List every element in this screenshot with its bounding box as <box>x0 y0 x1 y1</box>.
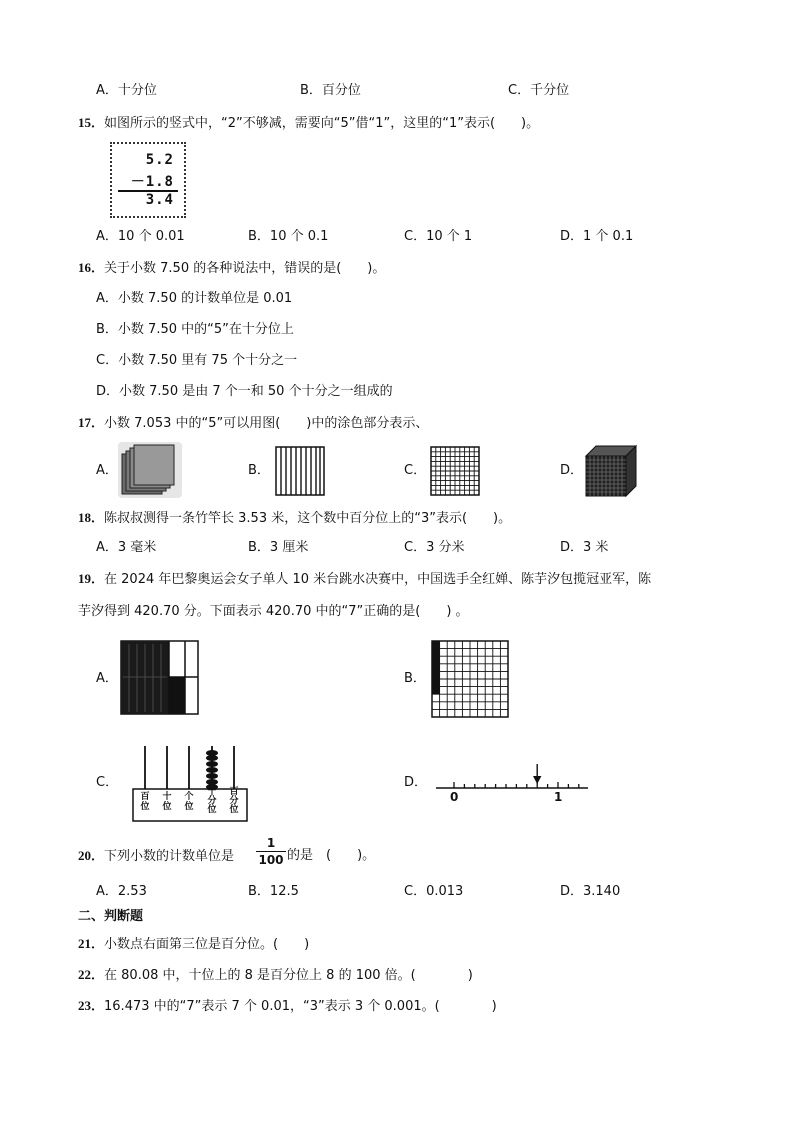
difference: 3.4 <box>145 192 174 208</box>
question-text: 在 80.08 中，十位上的 8 是百分位上 8 的 100 倍。( ) <box>104 968 473 983</box>
q18-option-c[interactable]: C．3 分米 <box>404 540 465 555</box>
section-title-judgment: 二、判断题 <box>78 909 144 924</box>
q19-option-b[interactable]: B． <box>404 671 426 686</box>
q16-option-a[interactable]: A．小数 7.50 的计数单位是 0.01 <box>96 291 293 306</box>
q20-option-b[interactable]: B．12.5 <box>248 884 299 899</box>
q20-option-c[interactable]: C．0.013 <box>404 884 464 899</box>
q16-option-d[interactable]: D．小数 7.50 是由 7 个一和 50 个十分之一组成的 <box>96 384 393 399</box>
q15-option-a[interactable]: A．10 个 0.01 <box>96 229 185 244</box>
question-number: 15． <box>78 115 105 130</box>
abacus-label-ones: 个位 <box>184 792 194 812</box>
q15-option-b[interactable]: B．10 个 0.1 <box>248 229 329 244</box>
q14-option-c[interactable]: C．千分位 <box>508 83 570 98</box>
abacus-label-hundredths: 百分位 <box>229 787 239 815</box>
abacus-label-hundreds: 百位 <box>140 792 150 812</box>
question-number: 22． <box>78 967 105 982</box>
question-18 <box>78 509 511 528</box>
q15-option-d[interactable]: D．1 个 0.1 <box>560 229 634 244</box>
question-20-text-after: 的是 ( )。 <box>287 848 376 863</box>
question-text: 陈叔叔测得一条竹竿长 3.53 米，这个数中百分位上的“3”表示( )。 <box>104 511 512 526</box>
question-text-before: 下列小数的计数单位是 <box>104 849 235 864</box>
question-22 <box>78 966 473 985</box>
q16-option-c[interactable]: C．小数 7.50 里有 75 个十分之一 <box>96 353 298 368</box>
question-text: 小数点右面第三位是百分位。( ) <box>104 937 310 952</box>
abacus-label-tens: 十位 <box>162 792 172 812</box>
q19-option-a[interactable]: A． <box>96 671 118 686</box>
fraction-numerator: 1 <box>266 836 276 850</box>
q17-option-b[interactable]: B． <box>248 463 270 478</box>
question-number: 20． <box>78 848 105 863</box>
q20-option-a[interactable]: A．2.53 <box>96 884 147 899</box>
question-number: 16． <box>78 260 105 275</box>
q19-shaded-rectangle-figure <box>120 640 200 716</box>
question-19 <box>78 570 651 589</box>
q18-option-d[interactable]: D．3 米 <box>560 540 609 555</box>
question-16 <box>78 259 385 278</box>
question-text: 16.473 中的“7”表示 7 个 0.01，“3”表示 3 个 0.001。( ) <box>104 999 497 1014</box>
minuend: 5.2 <box>145 152 174 168</box>
number-line-label-0: 0 <box>450 790 459 804</box>
abacus-label-tenths: 十分位 <box>207 787 217 815</box>
number-line-label-1: 1 <box>554 790 563 804</box>
q19-option-c[interactable]: C． <box>96 775 119 790</box>
question-21 <box>78 935 309 954</box>
q17-option-a[interactable]: A． <box>96 463 118 478</box>
question-text-line1: 在 2024 年巴黎奥运会女子单人 10 米台跳水决赛中，中国选手全红婵、陈芋汐包揽冠亚军，陈 <box>104 572 652 587</box>
q18-option-a[interactable]: A．3 毫米 <box>96 540 157 555</box>
q15-option-c[interactable]: C．10 个 1 <box>404 229 473 244</box>
q14-option-a[interactable]: A．十分位 <box>96 83 157 98</box>
question-text: 关于小数 7.50 的各种说法中，错误的是( )。 <box>104 261 386 276</box>
subtrahend: －1.8 <box>130 174 174 190</box>
question-text: 如图所示的竖式中，“2”不够减，需要向“5”借“1”，这里的“1”表示( )。 <box>104 116 540 131</box>
q15-vertical-subtraction-figure <box>110 142 186 218</box>
question-number: 17． <box>78 415 105 430</box>
question-number: 18． <box>78 510 105 525</box>
q17-shaded-cube-figure <box>584 444 638 498</box>
question-number: 21． <box>78 936 105 951</box>
q20-option-d[interactable]: D．3.140 <box>560 884 621 899</box>
q17-striped-square-figure <box>275 446 325 496</box>
q19-option-d[interactable]: D． <box>404 775 428 790</box>
q14-option-b[interactable]: B．百分位 <box>300 83 361 98</box>
fraction-1-over-100 <box>256 836 286 867</box>
question-number: 23． <box>78 998 105 1013</box>
question-number: 19． <box>78 571 105 586</box>
question-15 <box>78 114 539 133</box>
q17-option-d[interactable]: D． <box>560 463 584 478</box>
q17-hundred-grid-figure <box>430 446 480 496</box>
q17-option-c[interactable]: C． <box>404 463 427 478</box>
question-20 <box>78 847 234 866</box>
q16-option-b[interactable]: B．小数 7.50 中的“5”在十分位上 <box>96 322 294 337</box>
question-text: 小数 7.053 中的“5”可以用图( )中的涂色部分表示、 <box>104 416 429 431</box>
q19-hundred-grid-figure <box>431 640 509 718</box>
question-17 <box>78 414 428 433</box>
q19-number-line-figure <box>436 762 590 806</box>
q17-cube-stack-figure <box>118 442 182 498</box>
question-23 <box>78 997 497 1016</box>
question-19-line2: 芋汐得到 420.70 分。下面表示 420.70 中的“7”正确的是( ) 。 <box>78 604 469 619</box>
q18-option-b[interactable]: B．3 厘米 <box>248 540 309 555</box>
fraction-bar <box>256 851 286 852</box>
fraction-denominator: 100 <box>258 853 284 867</box>
abacus-label-row <box>133 787 251 820</box>
